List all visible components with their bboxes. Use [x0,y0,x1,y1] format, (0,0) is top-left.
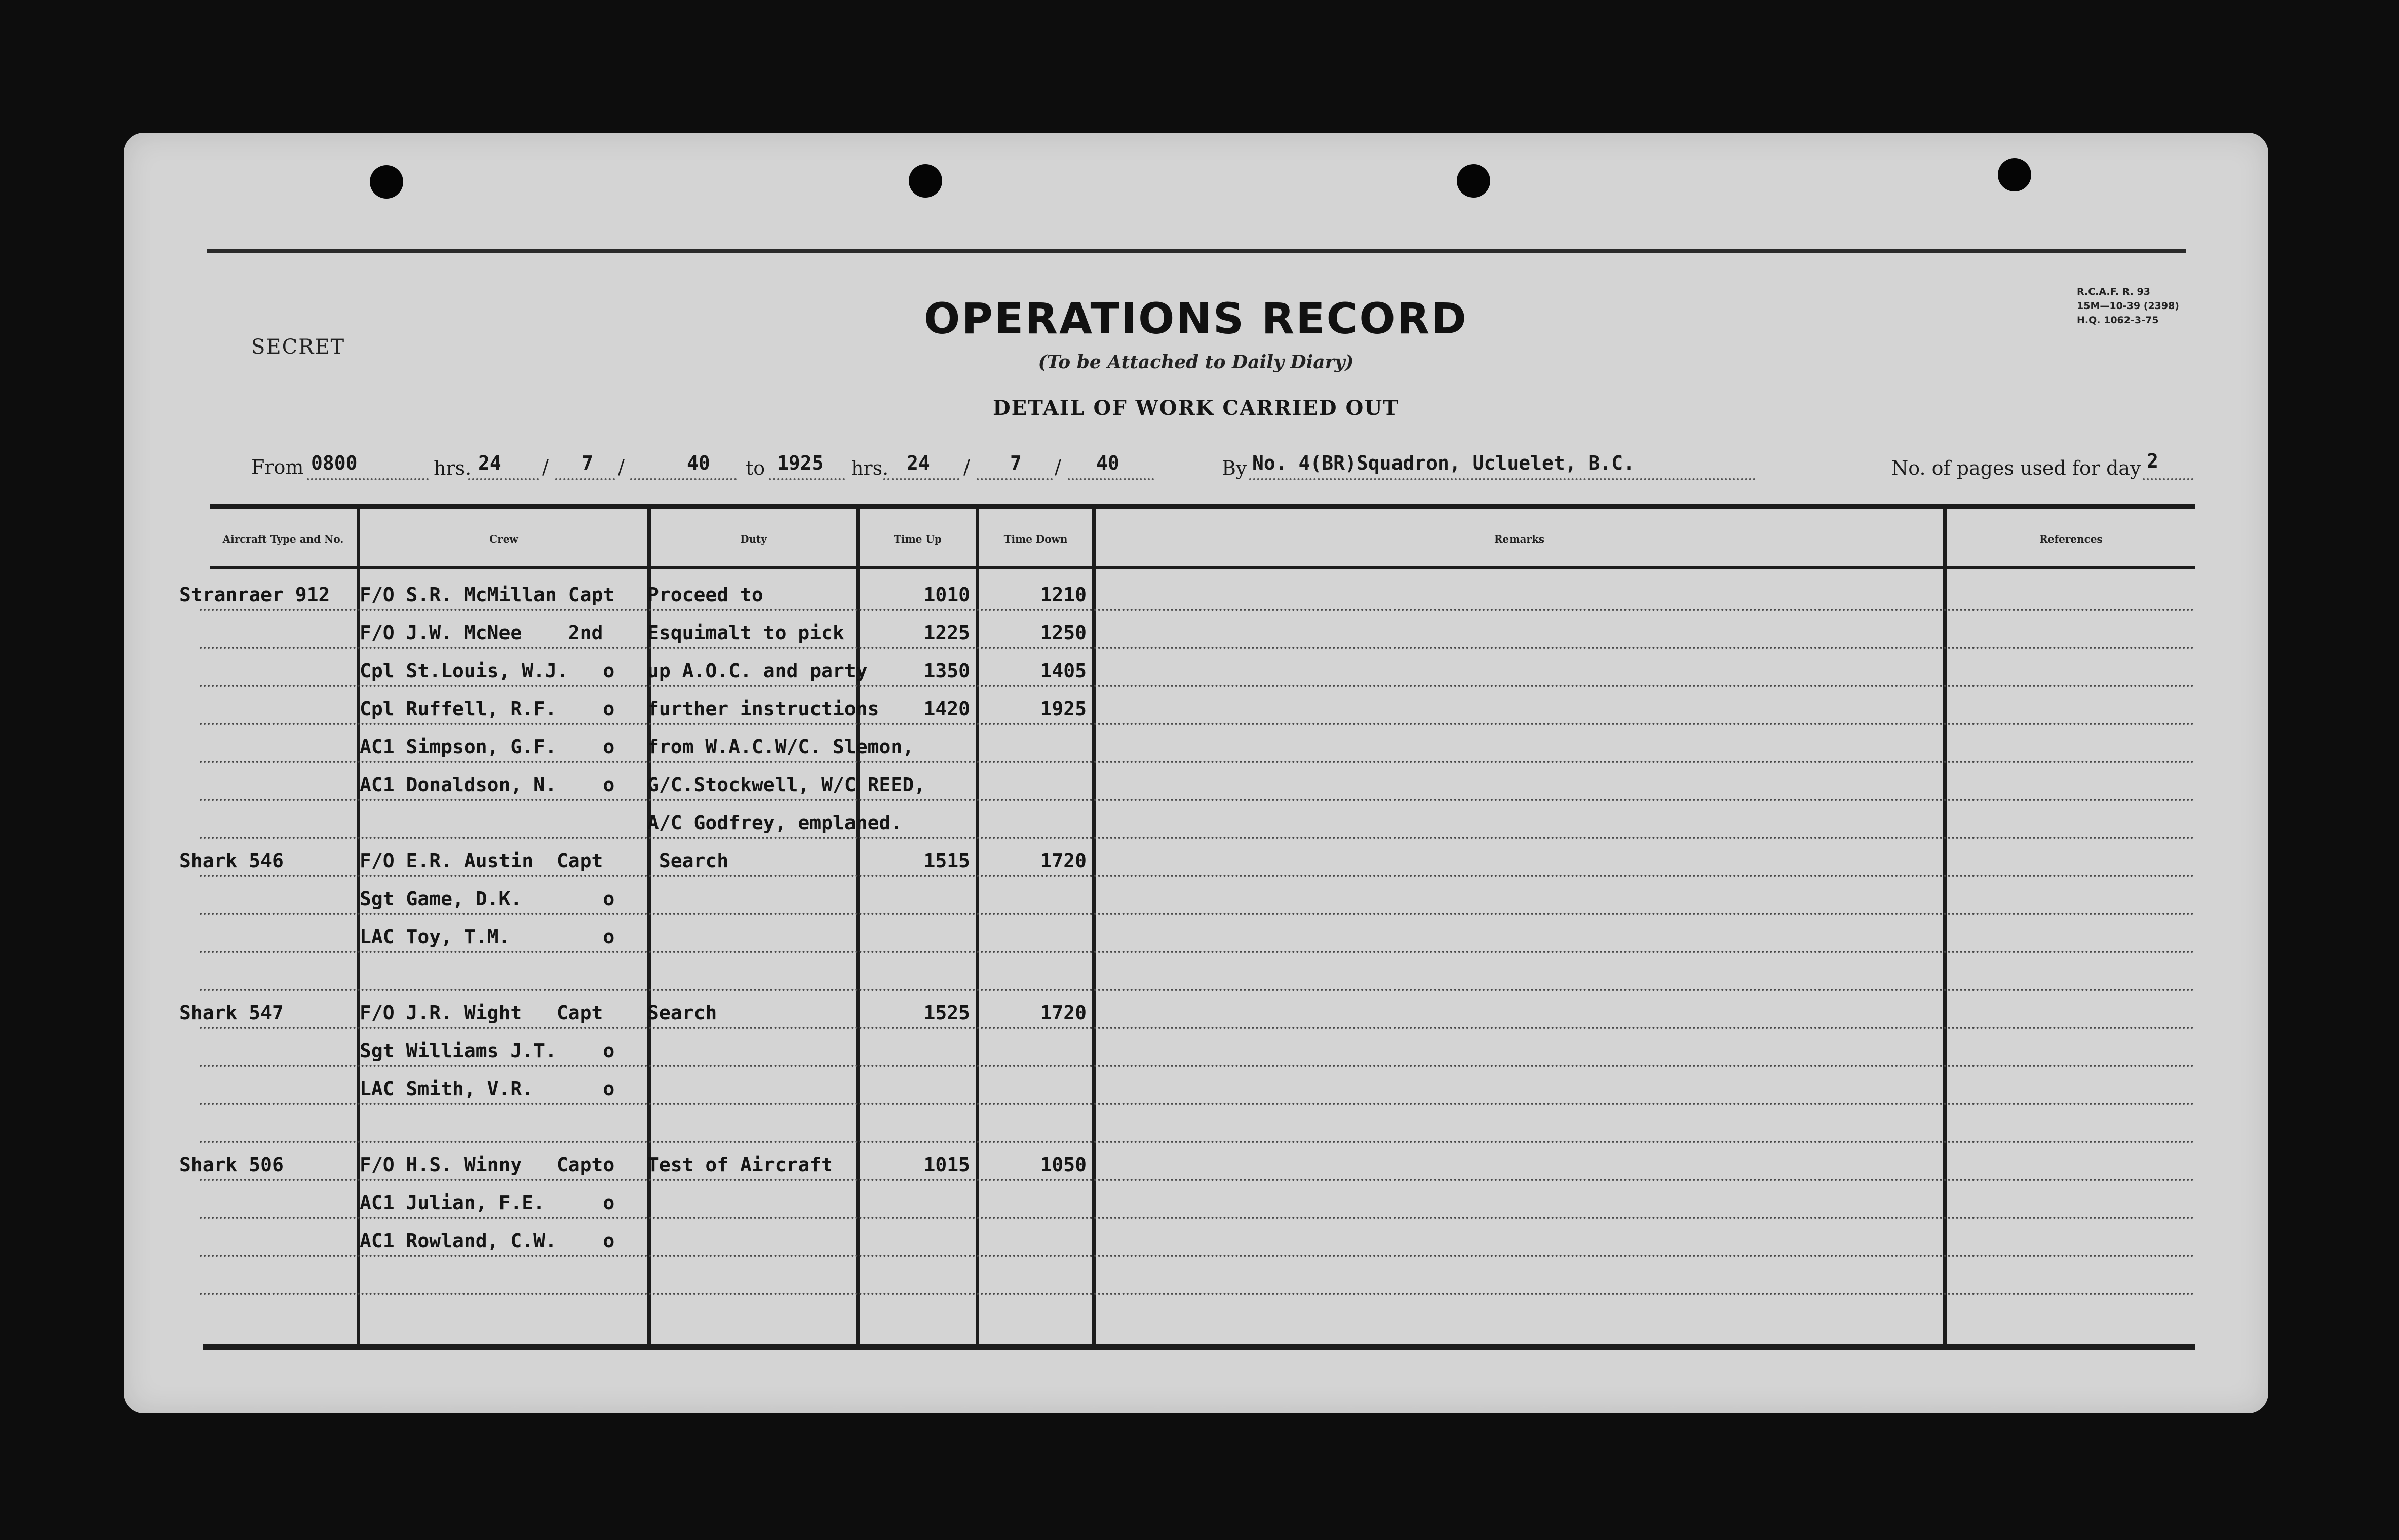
cell-crew: F/O S.R. McMillan Capt [360,584,615,606]
section-heading: DETAIL OF WORK CARRIED OUT [992,396,1400,420]
to-month-line [977,478,1053,480]
column-header-time-down: Time Down [1003,533,1068,545]
cell-aircraft: Shark 547 [179,1002,284,1024]
row-guide-line [200,875,2195,877]
from-year: 40 [687,452,710,474]
hrs-label: hrs. [434,457,472,479]
cell-duty: up A.O.C. and party [647,660,868,682]
punch-hole [909,164,942,198]
cell-time-down: 1405 [1040,660,1087,682]
cell-aircraft: Shark 546 [179,850,284,872]
form-ref-line: H.Q. 1062-3-75 [2077,315,2159,326]
date-separator: / [618,456,625,478]
cell-duty: further instructions [647,698,879,720]
to-label: to [746,457,765,479]
hrs-label: hrs. [851,457,889,479]
cell-duty: Test of Aircraft [647,1153,833,1176]
cell-time-down: 1720 [1040,1002,1087,1024]
row-guide-line [200,1217,2195,1219]
to-time-line [769,478,845,480]
date-separator: / [1055,456,1061,478]
column-divider [1092,508,1096,1346]
cell-time-up: 1015 [923,1153,970,1176]
cell-crew: F/O E.R. Austin Capt [360,850,603,872]
row-guide-line [200,1027,2195,1029]
date-separator: / [963,456,970,478]
cell-duty: Esquimalt to pick [647,622,844,644]
cell-crew: F/O J.W. McNee 2nd [360,622,603,644]
to-year-line [1068,478,1154,480]
row-guide-line [200,685,2195,687]
cell-duty: G/C.Stockwell, W/C REED, [647,774,926,796]
cell-duty: Search [647,850,729,872]
pages-used: 2 [2147,450,2158,472]
cell-time-down: 1210 [1040,584,1087,606]
from-day-line [468,478,539,480]
date-separator: / [542,456,549,478]
cell-crew: AC1 Simpson, G.F. o [360,736,615,758]
from-time-line [307,478,429,480]
cell-time-down: 1925 [1040,698,1087,720]
cell-crew: F/O H.S. Winny Capto [360,1153,615,1176]
punch-hole [370,165,403,199]
pages-label: No. of pages used for day [1891,457,2141,479]
form-ref-line: R.C.A.F. R. 93 [2077,286,2150,297]
from-day: 24 [478,452,501,474]
classification-label: SECRET [251,335,345,359]
by-label: By [1222,457,1247,479]
cell-crew: Cpl Ruffell, R.F. o [360,698,615,720]
row-guide-line [200,989,2195,991]
row-guide-line [200,951,2195,953]
cell-time-up: 1225 [923,622,970,644]
top-rule [207,249,2186,253]
cell-time-up: 1420 [923,698,970,720]
by-line [1249,478,1756,480]
cell-duty: A/C Godfrey, emplaned. [647,812,903,834]
column-header-duty: Duty [740,533,767,545]
cell-crew: Cpl St.Louis, W.J. o [360,660,615,682]
cell-crew: F/O J.R. Wight Capt [360,1002,603,1024]
from-month: 7 [582,452,593,474]
page-subtitle: (To be Attached to Daily Diary) [1038,352,1354,373]
from-month-line [555,478,615,480]
from-time: 0800 [311,452,358,474]
from-year-line [630,478,737,480]
cell-crew: LAC Toy, T.M. o [360,926,615,948]
to-month: 7 [1010,452,1022,474]
table-top-rule [210,504,2195,509]
row-guide-line [200,761,2195,763]
page-title: OPERATIONS RECORD [923,294,1468,343]
pages-line [2143,478,2193,480]
row-guide-line [200,1179,2195,1181]
column-divider [976,508,979,1346]
punch-hole [1998,158,2031,191]
squadron-location: No. 4(BR)Squadron, Ucluelet, B.C. [1252,452,1635,474]
cell-duty: Search [647,1002,717,1024]
cell-time-up: 1350 [923,660,970,682]
row-guide-line [200,1141,2195,1143]
cell-crew: AC1 Julian, F.E. o [360,1191,615,1214]
cell-time-down: 1720 [1040,850,1087,872]
row-guide-line [200,1255,2195,1257]
column-header-references: References [2039,533,2103,545]
row-guide-line [200,837,2195,839]
cell-duty: from W.A.C.W/C. Slemon, [647,736,914,758]
to-day: 24 [907,452,930,474]
column-header-aircraft: Aircraft Type and No. [222,533,344,545]
table-bottom-rule [203,1344,2195,1350]
column-divider [1943,508,1947,1346]
to-time: 1925 [777,452,824,474]
to-year: 40 [1096,452,1119,474]
form-ref-line: 15M—10-39 (2398) [2077,300,2179,312]
cell-crew: AC1 Donaldson, N. o [360,774,615,796]
to-day-line [883,478,959,480]
row-guide-line [200,723,2195,725]
cell-time-down: 1250 [1040,622,1087,644]
column-header-remarks: Remarks [1494,533,1545,545]
cell-crew: LAC Smith, V.R. o [360,1077,615,1100]
from-label: From [251,456,304,478]
cell-crew: AC1 Rowland, C.W. o [360,1229,615,1252]
row-guide-line [200,799,2195,801]
operations-record-card [124,133,2268,1413]
row-guide-line [200,913,2195,915]
cell-duty: Proceed to [647,584,763,606]
column-header-crew: Crew [489,533,518,545]
column-header-time-up: Time Up [894,533,942,545]
cell-time-up: 1515 [923,850,970,872]
form-reference [2077,285,2179,327]
header-bottom-rule [210,566,2195,569]
row-guide-line [200,1065,2195,1067]
row-guide-line [200,647,2195,649]
row-guide-line [200,609,2195,611]
cell-aircraft: Shark 506 [179,1153,284,1176]
cell-crew: Sgt Williams J.T. o [360,1040,615,1062]
cell-time-up: 1010 [923,584,970,606]
cell-time-down: 1050 [1040,1153,1087,1176]
punch-hole [1457,164,1490,198]
row-guide-line [200,1103,2195,1105]
cell-aircraft: Stranraer 912 [179,584,330,606]
cell-crew: Sgt Game, D.K. o [360,888,615,910]
cell-time-up: 1525 [923,1002,970,1024]
row-guide-line [200,1293,2195,1295]
